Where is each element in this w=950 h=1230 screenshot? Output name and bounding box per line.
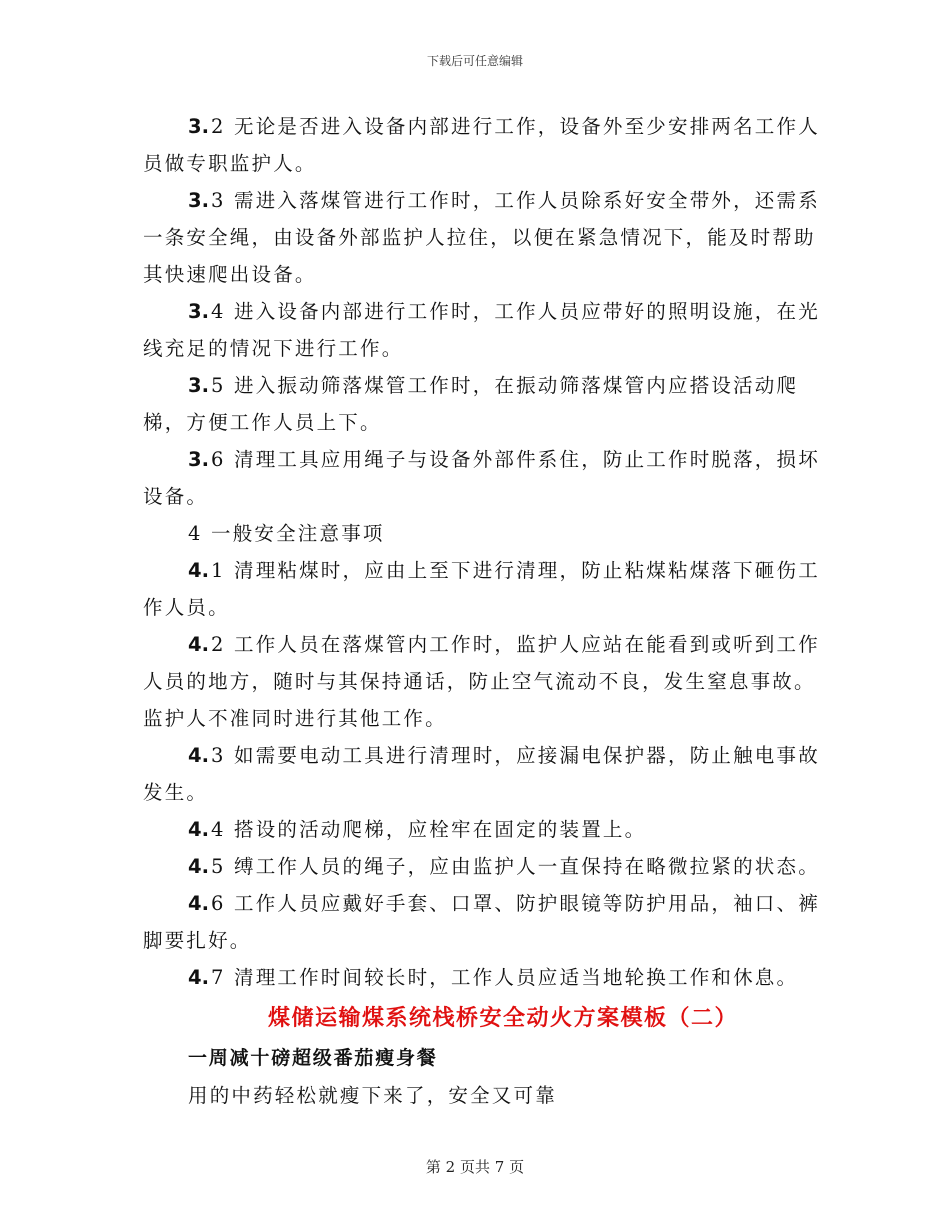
clause-number: 3.: [188, 300, 209, 323]
paragraph-3-6: [143, 441, 823, 515]
paragraph-4-5: [143, 848, 823, 885]
document-body: [143, 108, 823, 1114]
clause-number: 4.: [188, 892, 209, 915]
clause-number: 4.: [188, 744, 209, 767]
page-footer: 第 2 页共 7 页: [425, 1158, 525, 1176]
clause-number: 3.: [188, 374, 209, 397]
clause-number: 3.: [188, 189, 209, 212]
paragraph-text: 7 清理工作时间较长时，工作人员应适当地轮换工作和休息。: [210, 966, 799, 989]
clause-number: 4.: [188, 966, 209, 989]
paragraph-4-1: [143, 552, 823, 626]
paragraph-4-2: [143, 626, 823, 737]
clause-number: 4.: [188, 559, 209, 582]
paragraph-4-4: [143, 811, 823, 848]
subtitle: 一周减十磅超级番茄瘦身餐: [188, 1047, 438, 1069]
paragraph-text: 4 进入设备内部进行工作时，工作人员应带好的照明设施，在光线充足的情况下进行工作。: [143, 300, 820, 360]
paragraph-4-3: [143, 737, 823, 811]
promo-line: 用的中药轻松就瘦下来了，安全又可靠: [188, 1084, 557, 1107]
paragraph-3-3: [143, 182, 823, 293]
paragraph-3-4: [143, 293, 823, 367]
paragraph-4-7: [143, 959, 823, 996]
paragraph-text: 4 搭设的活动爬梯，应栓牢在固定的装置上。: [210, 818, 647, 841]
paragraph-text: 1 清理粘煤时，应由上至下进行清理，防止粘煤粘煤落下砸伤工作人员。: [143, 559, 820, 619]
paragraph-text: 6 清理工具应用绳子与设备外部件系住，防止工作时脱落，损坏设备。: [143, 448, 820, 508]
paragraph-text: 2 工作人员在落煤管内工作时，监护人应站在能看到或听到工作人员的地方，随时与其保持通话，防止空气流动不良，发生窒息事故。监护人不准同时进行其他工作。: [143, 633, 820, 730]
paragraph-text: 5 进入振动筛落煤管工作时，在振动筛落煤管内应搭设活动爬梯，方便工作人员上下。: [143, 374, 799, 434]
paragraph-text: 2 无论是否进入设备内部进行工作，设备外至少安排两名工作人员做专职监护人。: [143, 115, 820, 175]
paragraph-text: 6 工作人员应戴好手套、口罩、防护眼镜等防护用品，袖口、裤脚要扎好。: [143, 892, 820, 952]
paragraph-text: 3 需进入落煤管进行工作时，工作人员除系好安全带外，还需系一条安全绳，由设备外部监护人拉住，以便在紧急情况下，能及时帮助其快速爬出设备。: [143, 189, 820, 286]
paragraph-3-2: [143, 108, 823, 182]
paragraph-4-6: [143, 885, 823, 959]
paragraph-text: 5 缚工作人员的绳子，应由监护人一直保持在略微拉紧的状态。: [210, 855, 820, 878]
clause-number: 3.: [188, 448, 209, 471]
clause-number: 4.: [188, 855, 209, 878]
document-title: 煤储运输煤系统栈桥安全动火方案模板（二）: [267, 1005, 738, 1031]
clause-number: 3.: [188, 115, 209, 138]
paragraph-text: 3 如需要电动工具进行清理时，应接漏电保护器，防止触电事故发生。: [143, 744, 820, 804]
clause-number: 4.: [188, 818, 209, 841]
section-heading: 4 一般安全注意事项: [188, 522, 385, 545]
clause-number: 4.: [188, 633, 209, 656]
page-header: 下载后可任意编辑: [426, 54, 523, 68]
paragraph-3-5: [143, 367, 823, 441]
